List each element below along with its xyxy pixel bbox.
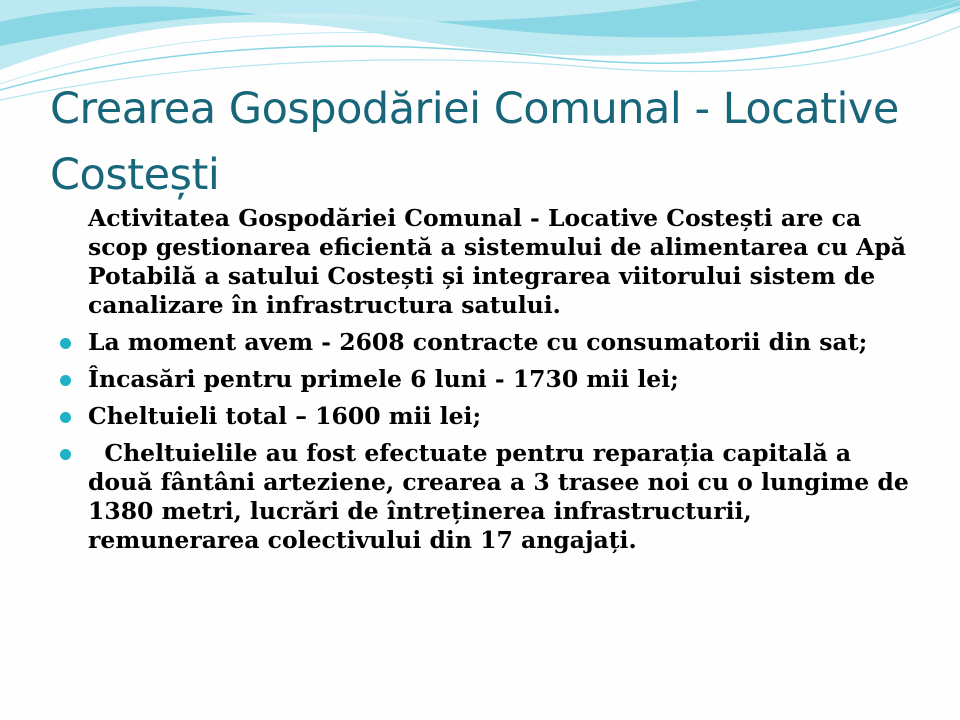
bullet-list [58, 328, 918, 555]
slide-body [58, 204, 918, 563]
list-item [58, 328, 918, 357]
slide-title: Crearea Gospodăriei Comunal - Locative Costești [50, 84, 899, 200]
bullet-text: Încasări pentru primele 6 luni - 1730 mii lei; [88, 365, 679, 393]
list-item [58, 365, 918, 394]
bullet-text: La moment avem - 2608 contracte cu consumatorii din sat; [88, 328, 868, 356]
bullet-text: Cheltuielile au fost efectuate pentru reparația capitală a două fântâni arteziene, crearea a 3 trasee noi cu o lungime de 1380 metri, lucrări de întreținerea infrastructurii, remunerarea colectivului din 17 angajați. [88, 439, 917, 554]
bullet-dot-icon [60, 412, 71, 423]
bullet-text: Cheltuieli total – 1600 mii lei; [88, 402, 482, 430]
bullet-dot-icon [60, 449, 71, 460]
bullet-dot-icon [60, 338, 71, 349]
list-item [58, 439, 918, 555]
bullet-dot-icon [60, 375, 71, 386]
list-item [58, 402, 918, 431]
intro-paragraph: Activitatea Gospodăriei Comunal - Locative Costești are ca scop gestionarea eficientă a sistemului de alimentarea cu Apă Potabilă a satului Costești și integrarea viitorului sistem de canalizare în infrastructura satului. [88, 204, 907, 319]
